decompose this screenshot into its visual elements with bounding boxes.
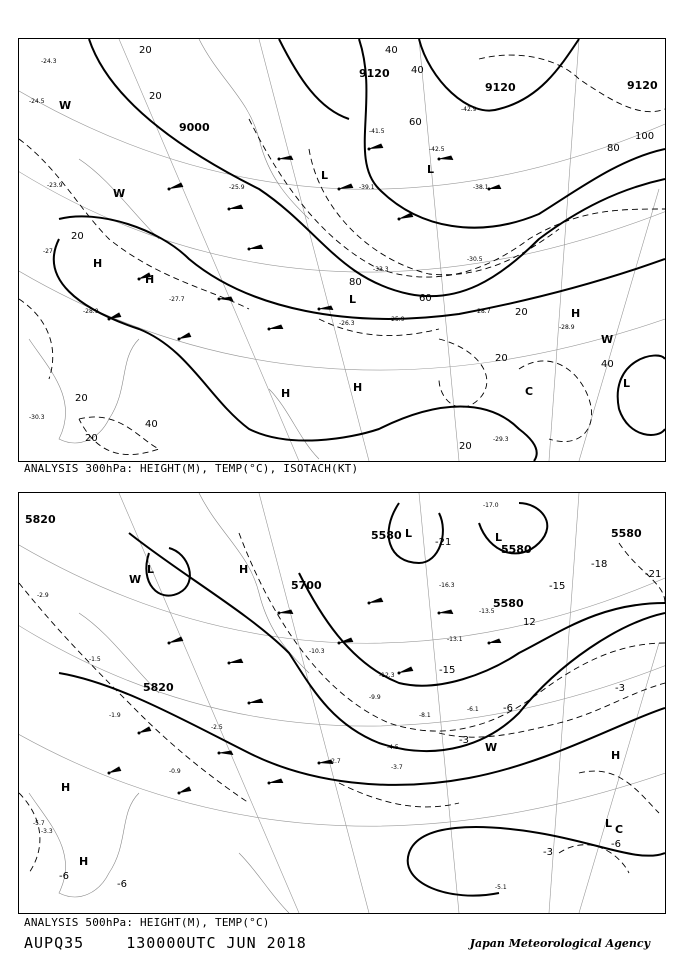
temp-value: -38.1 (473, 184, 489, 191)
isotach-label: 20 (85, 433, 98, 444)
chart-identifier (24, 934, 339, 952)
coastline (29, 493, 309, 913)
cold-symbol: C (525, 385, 534, 398)
high-pressure-symbol: H (79, 855, 89, 868)
high-pressure-symbol: H (611, 749, 621, 762)
station-plots (108, 148, 491, 341)
temp-value: -28.7 (475, 308, 491, 315)
isotherm-label: -3 (615, 683, 625, 694)
lower-map-canvas (19, 493, 665, 913)
temp-value: -5.7 (33, 820, 45, 827)
temp-value: -3.7 (391, 764, 403, 771)
dashed-contours (19, 533, 665, 873)
temp-value: -3.3 (41, 828, 53, 835)
low-pressure-symbol: L (605, 817, 613, 830)
low-pressure-symbol: L (321, 169, 329, 182)
upper-map-caption: ANALYSIS 300hPa: HEIGHT(M), TEMP(°C), ISOTACH(KT) (24, 462, 359, 475)
graticule (19, 493, 665, 913)
temp-value: -4.5 (387, 744, 399, 751)
temp-value: -42.5 (429, 146, 445, 153)
temp-value: -30.5 (467, 256, 483, 263)
high-pressure-symbol: H (145, 273, 155, 286)
temp-value: -24.3 (41, 58, 57, 65)
warm-symbol: W (59, 99, 72, 112)
isotherm-label: -6 (611, 839, 621, 850)
isotherm-label: -3 (543, 847, 553, 858)
height-label: 5820 (143, 681, 174, 694)
height-label: 5820 (25, 513, 56, 526)
temp-value: -1.9 (109, 712, 121, 719)
isotherm-label: -15 (439, 665, 456, 676)
height-label: 9000 (179, 121, 210, 134)
upper-map-300hpa (18, 38, 666, 462)
upper-map-canvas (19, 39, 665, 461)
height-label: 9120 (485, 81, 516, 94)
low-pressure-symbol: L (495, 531, 503, 544)
isotach-label: 100 (635, 131, 655, 142)
temp-value: -9.9 (369, 694, 381, 701)
warm-symbol: W (129, 573, 142, 586)
high-pressure-symbol: H (61, 781, 71, 794)
isotach-label: 20 (149, 91, 162, 102)
low-pressure-symbol: L (623, 377, 631, 390)
isotach-label: 40 (601, 359, 614, 370)
height-label: 5580 (611, 527, 642, 540)
isotach-label: 80 (349, 277, 362, 288)
graticule (19, 39, 665, 461)
high-pressure-symbol: H (571, 307, 581, 320)
temp-value: -41.5 (369, 128, 385, 135)
temp-value: -33.3 (373, 266, 389, 273)
temp-value: -29.3 (493, 436, 509, 443)
height-label: 5700 (291, 579, 322, 592)
isotach-label: 60 (409, 117, 422, 128)
isotach-label: 80 (607, 143, 620, 154)
low-pressure-symbol: L (427, 163, 435, 176)
temp-value: -42.9 (461, 106, 477, 113)
temp-value: -23.9 (47, 182, 63, 189)
height-label: 5580 (371, 529, 402, 542)
isotherm-label: -15 (549, 581, 566, 592)
temp-value: -12.3 (379, 672, 395, 679)
agency-credit: Japan Meteorological Agency (469, 937, 650, 950)
product-code: AUPQ35 (24, 934, 85, 952)
temp-value: -8.1 (419, 712, 431, 719)
temp-value: -2.5 (211, 724, 223, 731)
warm-symbol: W (485, 741, 498, 754)
low-pressure-symbol: L (405, 527, 413, 540)
valid-time: 130000UTC JUN 2018 (126, 934, 307, 952)
isotherm-label: -21 (435, 537, 452, 548)
height-label: 5580 (501, 543, 532, 556)
isotach-label: 20 (139, 45, 152, 56)
high-pressure-symbol: H (93, 257, 103, 270)
high-pressure-symbol: H (353, 381, 363, 394)
isotherm-label: -3 (459, 735, 469, 746)
temp-value: -17.0 (483, 502, 499, 509)
isotach-label: 60 (419, 293, 432, 304)
isotherm-label: -6 (59, 871, 69, 882)
isotherm-label: -6 (117, 879, 127, 890)
isotach-label: 40 (145, 419, 158, 430)
low-pressure-symbol: L (349, 293, 357, 306)
isotherm-label: 12 (523, 617, 536, 628)
isotach-label: 40 (411, 65, 424, 76)
temp-value: -27 (43, 248, 53, 255)
lower-map-500hpa (18, 492, 666, 914)
temp-value: -25.9 (389, 316, 405, 323)
lower-map-caption: ANALYSIS 500hPa: HEIGHT(M), TEMP(°C) (24, 916, 270, 929)
temp-value: -27.7 (169, 296, 185, 303)
temp-value: -25.9 (229, 184, 245, 191)
temp-value: -28.9 (83, 308, 99, 315)
isotach-label: 20 (515, 307, 528, 318)
height-contours (54, 39, 665, 461)
temp-value: -0.9 (169, 768, 181, 775)
temp-value: -6.1 (467, 706, 479, 713)
temp-value: -2.9 (37, 592, 49, 599)
cold-symbol: C (615, 823, 624, 836)
temp-value: -30.3 (29, 414, 45, 421)
height-label: 9120 (359, 67, 390, 80)
temp-value: -5.1 (495, 884, 507, 891)
isotherm-label: -6 (503, 703, 513, 714)
height-label: 5580 (493, 597, 524, 610)
isotach-label: 20 (71, 231, 84, 242)
warm-symbol: W (601, 333, 614, 346)
temp-value: -39.1 (359, 184, 375, 191)
station-plots (108, 602, 491, 795)
high-pressure-symbol: H (281, 387, 291, 400)
temp-value: -16.3 (439, 582, 455, 589)
temp-value: -2.7 (329, 758, 341, 765)
temp-value: -24.5 (29, 98, 45, 105)
height-label: 9120 (627, 79, 658, 92)
isotach-label: 20 (495, 353, 508, 364)
temp-value: -28.9 (559, 324, 575, 331)
warm-symbol: W (113, 187, 126, 200)
isotherm-label: -21 (645, 569, 662, 580)
temp-value: -13.5 (479, 608, 495, 615)
isotherm-label: -18 (591, 559, 608, 570)
isotach-label: 20 (75, 393, 88, 404)
low-pressure-symbol: L (147, 563, 155, 576)
temp-value: -13.1 (447, 636, 463, 643)
temp-value: -1.5 (89, 656, 101, 663)
isotach-label: 20 (459, 441, 472, 452)
high-pressure-symbol: H (239, 563, 249, 576)
wind-barbs (109, 598, 501, 793)
temp-value: -26.3 (339, 320, 355, 327)
temp-value: -10.3 (309, 648, 325, 655)
dashed-contours (19, 55, 665, 454)
isotach-label: 40 (385, 45, 398, 56)
